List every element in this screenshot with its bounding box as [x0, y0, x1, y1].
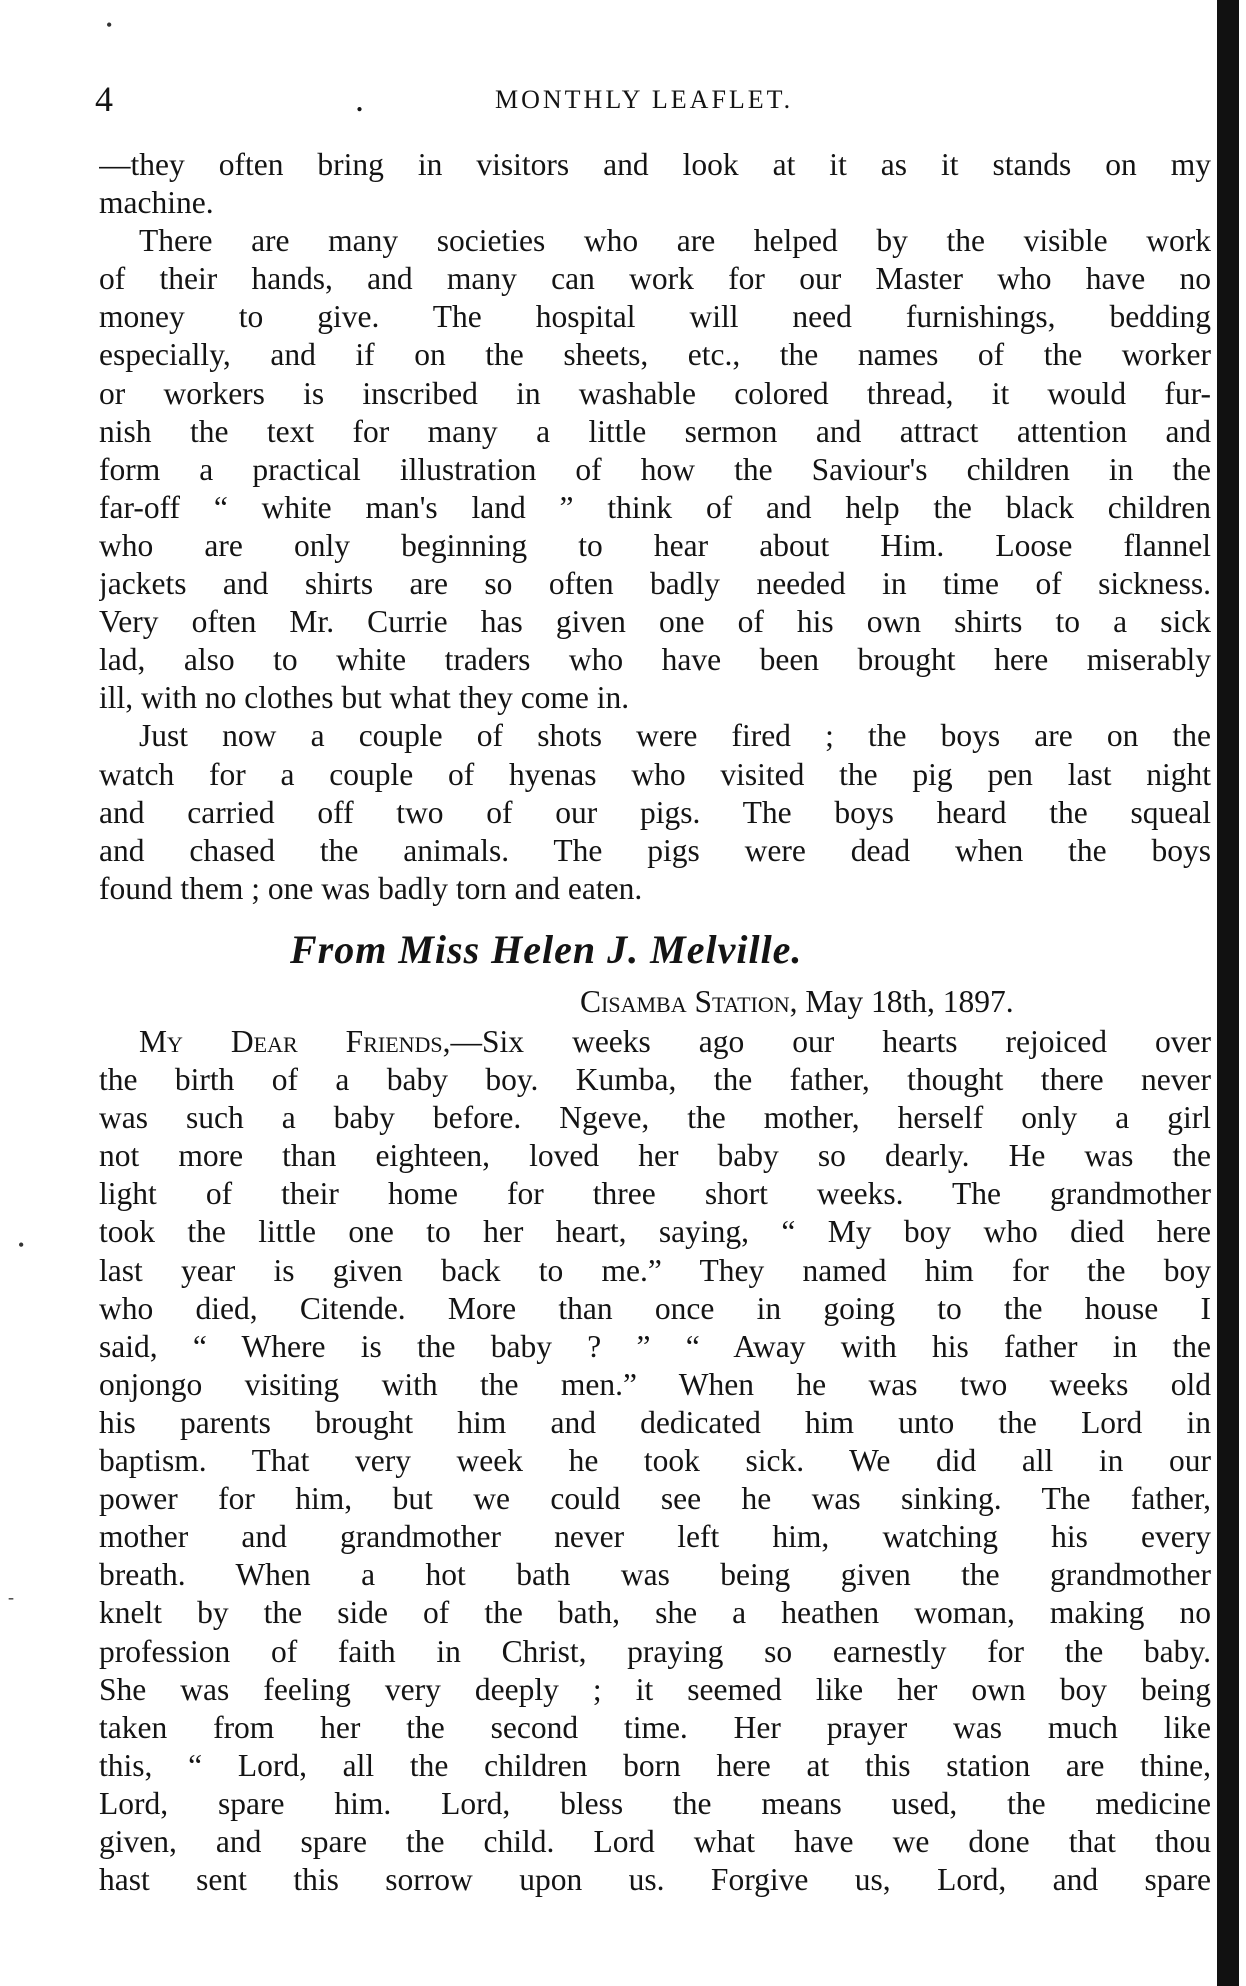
text-line: said, “ Where is the baby ? ” “ Away with his father in the: [99, 1328, 1211, 1364]
text-line: baptism. That very week he took sick. We did all in our: [99, 1443, 1211, 1479]
dateline-place: Cisamba Station,: [580, 984, 798, 1019]
text-line: who died, Citende. More than once in going to the house I: [99, 1290, 1211, 1326]
binding-edge-rule: [1217, 0, 1239, 1986]
header-separator: .: [355, 79, 364, 119]
text-line: hast sent this sorrow upon us. Forgive us, Lord, and spare: [99, 1862, 1211, 1898]
text-line: far-off “ white man's land ” think of and help the black children: [99, 489, 1211, 525]
text-line: taken from her the second time. Her prayer was much like: [99, 1709, 1211, 1745]
text-line: light of their home for three short weeks. The grandmother: [99, 1176, 1211, 1212]
paragraph-start-line: There are many societies who are helped by the visible work: [139, 223, 1211, 259]
text-line: machine.: [99, 185, 214, 221]
text-line: watch for a couple of hyenas who visited the pig pen last night: [99, 756, 1211, 792]
page-edge-shadow: [1211, 0, 1246, 1986]
text-line: this, “ Lord, all the children born here at this station are thine,: [99, 1747, 1211, 1783]
text-line: She was feeling very deeply ; it seemed like her own boy being: [99, 1671, 1211, 1707]
text-line: his parents brought him and dedicated him unto the Lord in: [99, 1404, 1211, 1440]
text-line: of their hands, and many can work for our Master who have no: [99, 261, 1211, 297]
salutation: My Dear Friends,: [139, 1024, 451, 1059]
letter-opening-line: [99, 1023, 1211, 1061]
text-line: was such a baby before. Ngeve, the mother, herself only a girl: [99, 1100, 1211, 1136]
paragraph-start-line: Just now a couple of shots were fired ; the boys are on the: [139, 718, 1211, 754]
stray-ink-mark: •: [18, 1235, 25, 1255]
text-line: money to give. The hospital will need furnishings, bedding: [99, 299, 1211, 335]
text-line: took the little one to her heart, saying, “ My boy who died here: [99, 1214, 1211, 1250]
text-line: and chased the animals. The pigs were dead when the boys: [99, 832, 1211, 868]
text-line: nish the text for many a little sermon and attract attention and: [99, 413, 1211, 449]
text-line: especially, and if on the sheets, etc., the names of the worker: [99, 337, 1211, 373]
dateline-date: May 18th, 1897.: [805, 984, 1014, 1019]
text-line: onjongo visiting with the men.” When he was two weeks old: [99, 1366, 1211, 1402]
text-line: form a practical illustration of how the Saviour's children in the: [99, 451, 1211, 487]
text-line: found them ; one was badly torn and eaten.: [99, 870, 643, 906]
text-line: profession of faith in Christ, praying so earnestly for the baby.: [99, 1633, 1211, 1669]
page-number: 4: [95, 79, 113, 119]
text-line: last year is given back to me.” They named him for the boy: [99, 1252, 1211, 1288]
text-line: knelt by the side of the bath, she a heathen woman, making no: [99, 1595, 1211, 1631]
text-line: Lord, spare him. Lord, bless the means used, the medicine: [99, 1785, 1211, 1821]
letter-heading: From Miss Helen J. Melville.: [290, 927, 803, 972]
publication-title: MONTHLY LEAFLET.: [495, 85, 794, 114]
running-head: [95, 76, 1195, 122]
text-line: lad, also to white traders who have been brought here miserably: [99, 642, 1211, 678]
text-line: power for him, but we could see he was sinking. The father,: [99, 1481, 1211, 1517]
text-line: mother and grandmother never left him, watching his every: [99, 1519, 1211, 1555]
text-line: jackets and shirts are so often badly needed in time of sickness.: [99, 566, 1211, 602]
text-line: breath. When a hot bath was being given the grandmother: [99, 1557, 1211, 1593]
text-line: ill, with no clothes but what they come in.: [99, 680, 630, 716]
dateline: [580, 979, 1014, 1025]
opening-text: —Six weeks ago our hearts rejoiced over: [450, 1024, 1211, 1059]
text-line: not more than eighteen, loved her baby so dearly. He was the: [99, 1138, 1211, 1174]
text-line: who are only beginning to hear about Him. Loose flannel: [99, 527, 1211, 563]
stray-ink-mark: -: [8, 1587, 14, 1607]
text-line: and carried off two of our pigs. The boys heard the squeal: [99, 794, 1211, 830]
text-line: Very often Mr. Currie has given one of his own shirts to a sick: [99, 604, 1211, 640]
text-line: the birth of a baby boy. Kumba, the father, thought there never: [99, 1062, 1211, 1098]
text-line: given, and spare the child. Lord what have we done that thou: [99, 1823, 1211, 1859]
letter-body: [99, 1023, 1211, 1899]
text-line: —they often bring in visitors and look at it as it stands on my: [99, 147, 1211, 182]
top-section-text: [99, 146, 1211, 908]
stray-ink-mark: •: [106, 15, 113, 35]
text-line: or workers is inscribed in washable colored thread, it would fur-: [99, 375, 1211, 411]
